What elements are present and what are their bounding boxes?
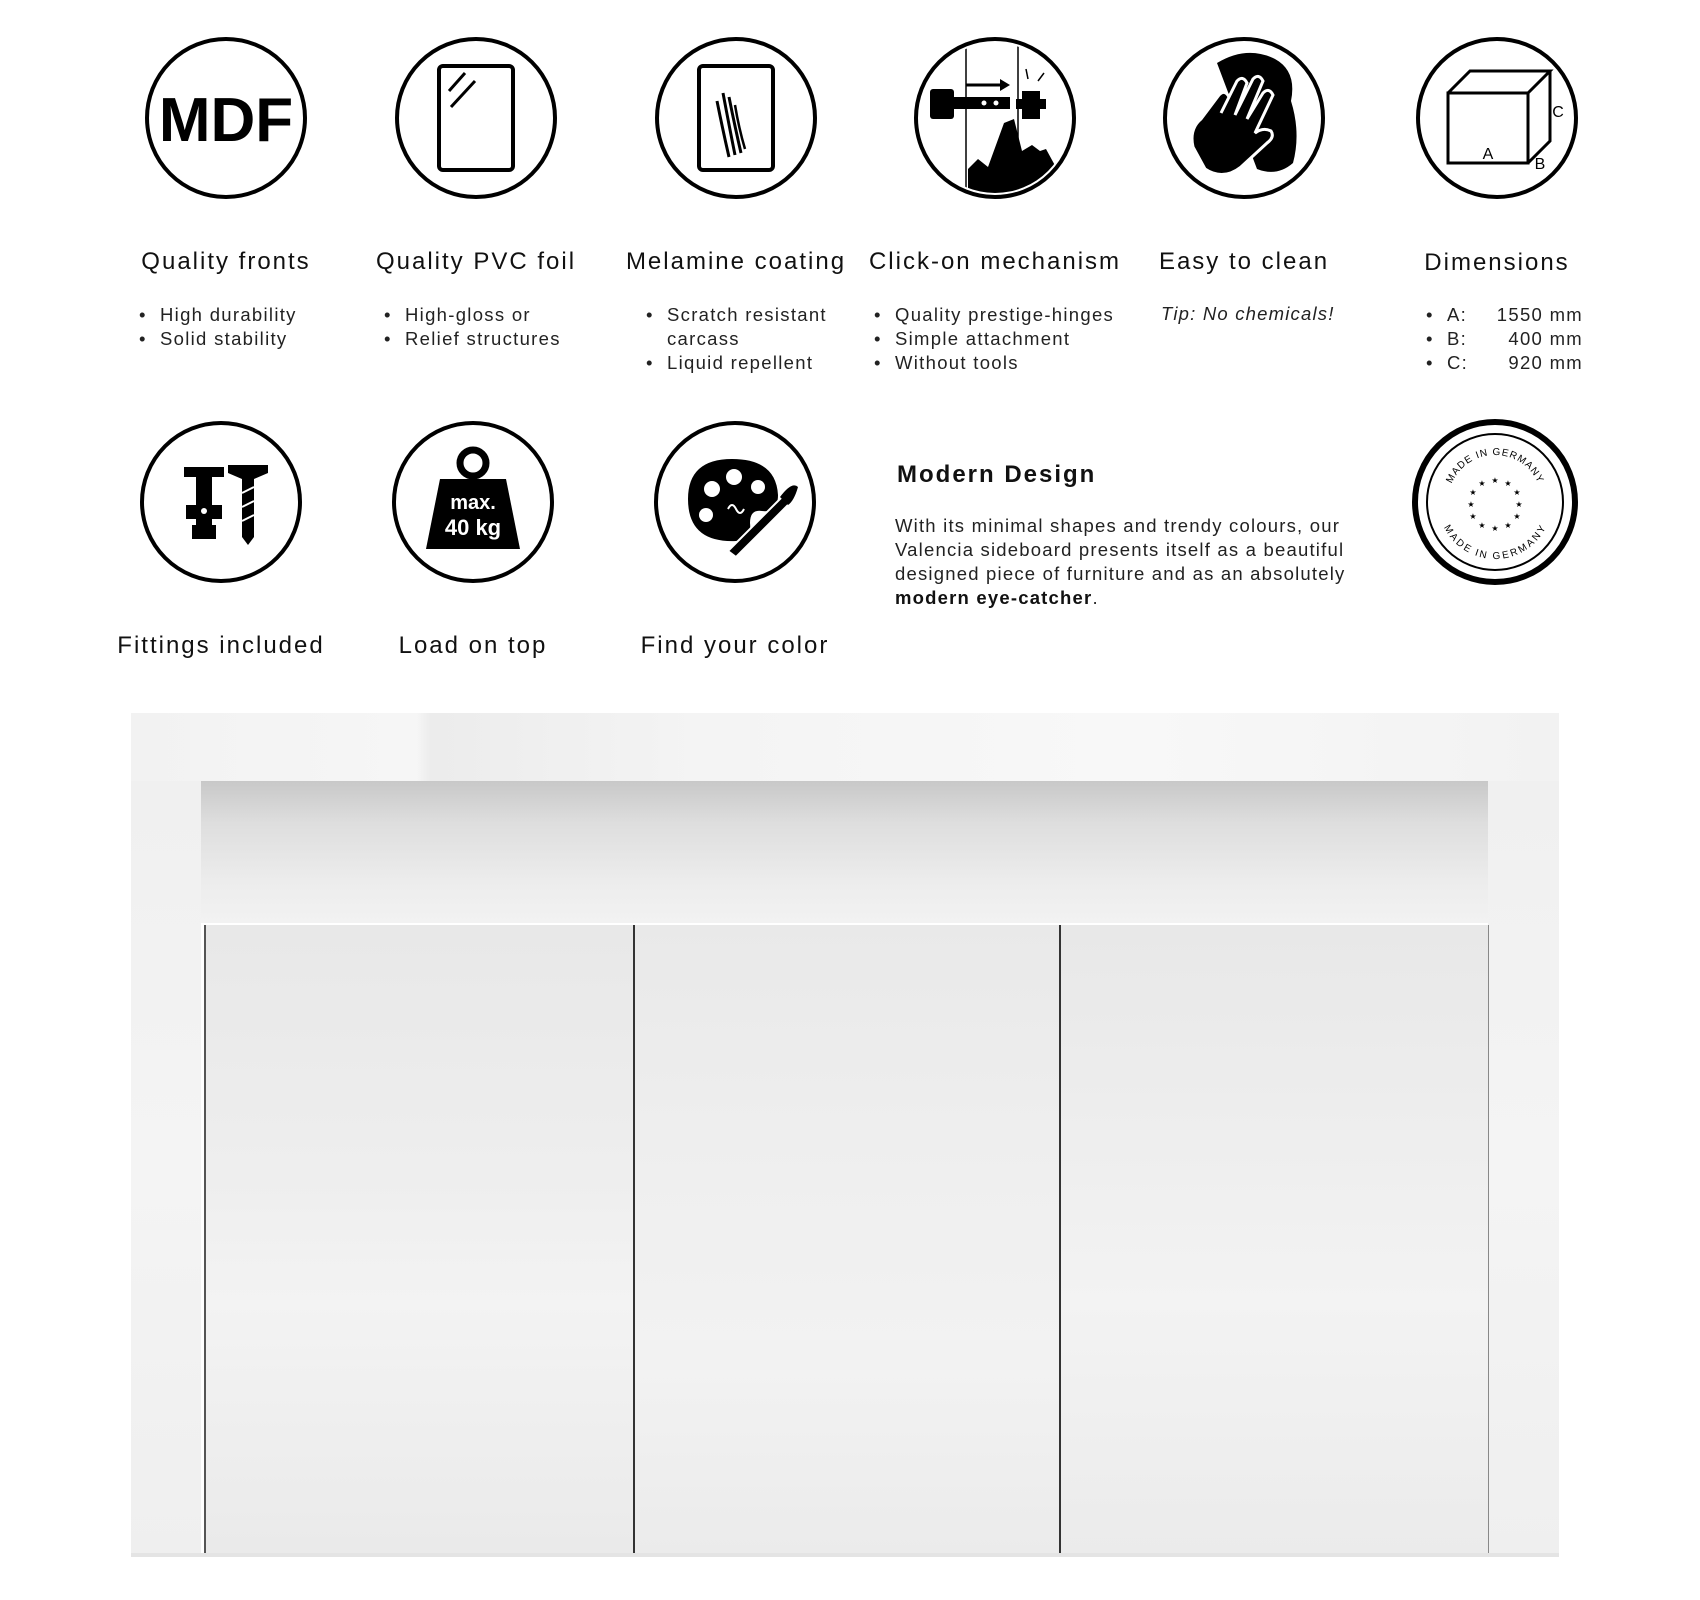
svg-text:★: ★ [1513, 512, 1521, 521]
modern-design-text [895, 514, 1355, 610]
sideboard-door-middle [633, 925, 1059, 1553]
svg-text:★: ★ [1478, 479, 1486, 488]
feature-title-load: Load on top [398, 632, 548, 659]
bullet-item: • Simple attachment [874, 327, 1114, 351]
feature-title-pvc-foil: Quality PVC foil [375, 248, 577, 275]
feature-title-click-on: Click-on mechanism [868, 248, 1122, 275]
badge-text-top: MADE IN GERMANY [1444, 446, 1546, 486]
dimensions-list [1426, 303, 1583, 375]
dimension-label: • B: [1447, 328, 1468, 349]
mdf-icon [145, 37, 307, 199]
bullet-item: • Relief structures [384, 327, 561, 351]
easy-clean-tip: Tip: No chemicals! [1161, 303, 1335, 324]
weight-text-kg: 40 kg [444, 515, 502, 540]
sideboard-open-shelf [201, 781, 1488, 923]
svg-text:★: ★ [1504, 521, 1512, 530]
bullets-quality-fronts [139, 303, 297, 351]
badge-text-bottom: MADE IN GERMANY [1441, 523, 1549, 563]
dimension-row-c [1426, 351, 1583, 375]
dimension-value: 400 mm [1508, 328, 1583, 349]
bullet-item: • Solid stability [139, 327, 297, 351]
sideboard-base [131, 1553, 1559, 1557]
bullet-item: • Without tools [874, 351, 1114, 375]
svg-text:★: ★ [1491, 476, 1499, 485]
made-in-germany-badge [1412, 419, 1578, 585]
svg-text:★: ★ [1515, 500, 1523, 509]
feature-title-dimensions: Dimensions [1424, 249, 1570, 276]
cleaning-hand-icon [1163, 37, 1325, 199]
bullet-item bullet-continuation: carcass [667, 328, 740, 349]
sideboard-door-left [204, 925, 633, 1553]
bullets-pvc-foil [384, 303, 561, 351]
bullet-item: • Liquid repellent [646, 351, 827, 375]
mdf-icon-text: MDF [158, 86, 294, 155]
svg-text:★: ★ [1469, 512, 1477, 521]
bullets-melamine [646, 303, 827, 375]
bullet-item: • High-gloss or [384, 303, 561, 327]
palette-brush-icon [654, 421, 816, 583]
svg-text:★: ★ [1504, 479, 1512, 488]
sideboard-top [131, 713, 1559, 781]
feature-title-color: Find your color [640, 632, 830, 659]
modern-design-title: Modern Design [897, 461, 1097, 488]
scratch-panel-icon [655, 37, 817, 199]
sideboard-door-right [1059, 925, 1489, 1553]
hinge-screw-icon [140, 421, 302, 583]
sideboard-image [131, 713, 1559, 1563]
feature-title-fittings: Fittings included [117, 632, 325, 659]
dimension-label: • A: [1447, 304, 1468, 325]
sideboard-left-side [131, 781, 201, 1555]
weight-icon [392, 421, 554, 583]
bullet-item: • Quality prestige-hinges [874, 303, 1114, 327]
dimension-row-a [1426, 303, 1583, 327]
modern-design-end: . [1092, 587, 1099, 608]
box-dimensions-icon [1416, 37, 1578, 199]
svg-text:★: ★ [1478, 521, 1486, 530]
dimension-value: 1550 mm [1496, 304, 1583, 325]
bullet-item: • Scratch resistant [646, 303, 827, 327]
box-label-c: C [1552, 104, 1564, 121]
weight-text-max: max. [450, 492, 496, 514]
modern-design-body: With its minimal shapes and trendy colours, our Valencia sideboard presents itself as a beautiful designed piece of furniture and as an absolutely [895, 515, 1346, 584]
dimension-label: • C: [1447, 352, 1469, 373]
feature-title-easy-clean: Easy to clean [1158, 248, 1330, 275]
dimension-value: 920 mm [1508, 352, 1583, 373]
svg-text:★: ★ [1469, 488, 1477, 497]
bullets-click-on [874, 303, 1114, 375]
svg-text:★: ★ [1491, 524, 1499, 533]
glossy-panel-icon [395, 37, 557, 199]
feature-title-melamine: Melamine coating [625, 248, 847, 275]
bullet-item: • High durability [139, 303, 297, 327]
dimension-row-b [1426, 327, 1583, 351]
modern-design-highlight: modern eye-catcher [895, 587, 1093, 608]
box-label-b: B [1534, 156, 1546, 173]
hinge-click-icon [914, 37, 1076, 199]
sideboard-right-side [1488, 781, 1559, 1555]
svg-text:★: ★ [1467, 500, 1475, 509]
box-label-a: A [1482, 146, 1494, 163]
feature-title-quality-fronts: Quality fronts [141, 248, 311, 275]
svg-text:★: ★ [1513, 488, 1521, 497]
